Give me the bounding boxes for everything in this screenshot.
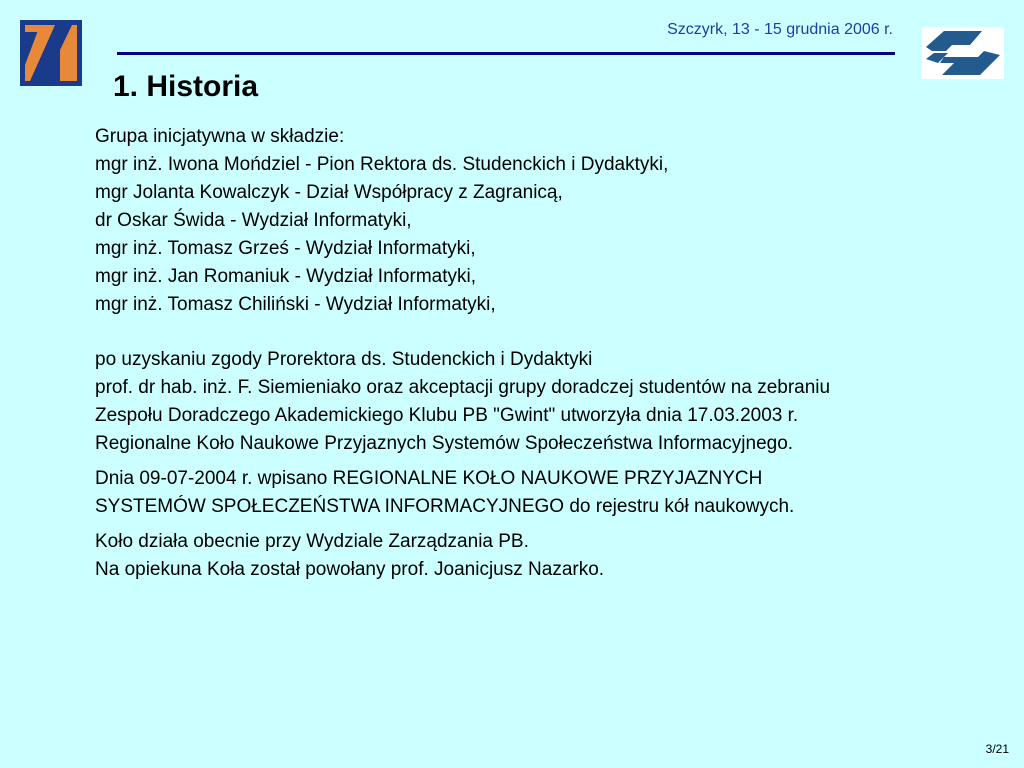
slide-title: 1. Historia bbox=[113, 70, 259, 103]
registry-line: Dnia 09-07-2004 r. wpisano REGIONALNE KOŁO NAUKOWE PRZYJAZNYCH bbox=[95, 468, 763, 489]
approval-line: Regionalne Koło Naukowe Przyjaznych Systemów Społeczeństwa Informacyjnego. bbox=[95, 433, 794, 454]
current-status-line: Koło działa obecnie przy Wydziale Zarządzania PB. bbox=[95, 531, 529, 552]
page-number: 3/21 bbox=[985, 742, 1009, 756]
approval-line: Zespołu Doradczego Akademickiego Klubu PB "Gwint" utworzyła dnia 17.03.2003 r. bbox=[95, 405, 799, 426]
paragraph-gap bbox=[95, 319, 995, 346]
event-header: Szczyrk, 13 - 15 grudnia 2006 r. bbox=[667, 21, 893, 38]
approval-line: po uzyskaniu zgody Prorektora ds. Studenckich i Dydaktyki bbox=[95, 349, 593, 370]
club-logo bbox=[922, 27, 1004, 79]
group-member: dr Oskar Świda - Wydział Informatyki, bbox=[95, 210, 412, 231]
university-logo bbox=[20, 20, 82, 86]
group-member: mgr inż. Iwona Mońdziel - Pion Rektora ds. Studenckich i Dydaktyki, bbox=[95, 154, 669, 175]
approval-line: prof. dr hab. inż. F. Siemieniako oraz akceptacji grupy doradczej studentów na zebraniu bbox=[95, 377, 831, 398]
slide-content bbox=[95, 123, 995, 584]
current-status-line: Na opiekuna Koła został powołany prof. Joanicjusz Nazarko. bbox=[95, 559, 605, 580]
group-member: mgr inż. Tomasz Chiliński - Wydział Informatyki, bbox=[95, 294, 496, 315]
group-member: mgr inż. Tomasz Grześ - Wydział Informatyki, bbox=[95, 238, 476, 259]
group-heading: Grupa inicjatywna w składzie: bbox=[95, 126, 345, 147]
paragraph-gap bbox=[95, 521, 995, 528]
header-divider bbox=[117, 52, 895, 55]
paragraph-gap bbox=[95, 458, 995, 465]
group-member: mgr Jolanta Kowalczyk - Dział Współpracy z Zagranicą, bbox=[95, 182, 563, 203]
registry-line: SYSTEMÓW SPOŁECZEŃSTWA INFORMACYJNEGO do rejestru kół naukowych. bbox=[95, 496, 795, 517]
group-member: mgr inż. Jan Romaniuk - Wydział Informatyki, bbox=[95, 266, 476, 287]
